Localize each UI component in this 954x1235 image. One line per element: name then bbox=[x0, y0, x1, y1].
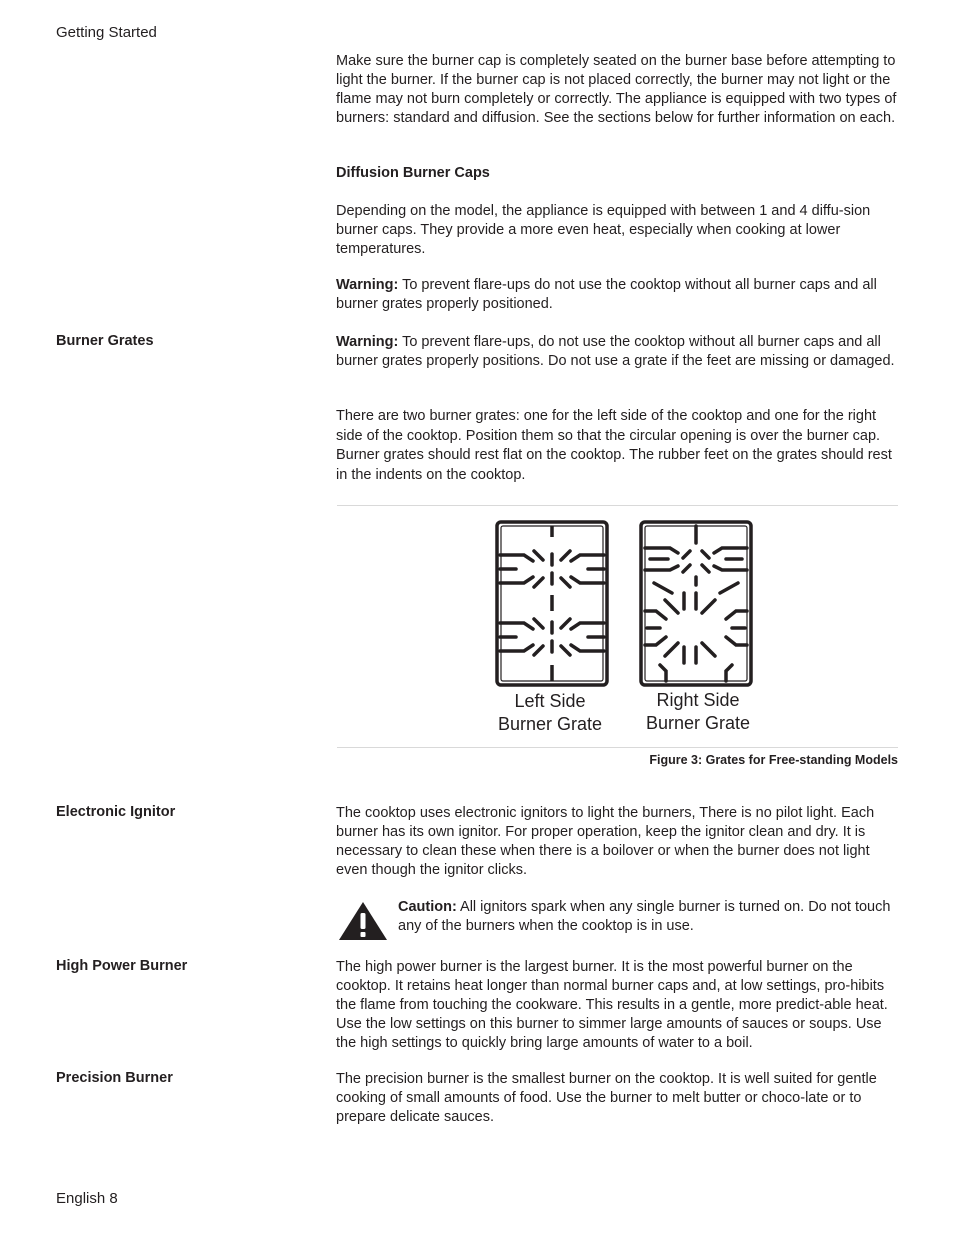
figure-bottom-rule bbox=[337, 747, 898, 748]
right-grate-label bbox=[626, 689, 770, 735]
warning-label: Warning: bbox=[336, 277, 399, 293]
diffusion-heading: Diffusion Burner Caps bbox=[336, 165, 490, 181]
diffusion-paragraph: Depending on the model, the appliance is equipped with between 1 and 4 diffu-sion burner caps. They provide a more even heat, especially when cooking at lower temperatures. bbox=[336, 203, 871, 257]
ignitor-body bbox=[336, 804, 900, 880]
page-footer: English 8 bbox=[56, 1190, 118, 1207]
grates-warning-paragraph bbox=[336, 333, 900, 371]
high-power-body bbox=[336, 958, 900, 1053]
warning-text: To prevent flare-ups, do not use the cooktop without all burner caps and all burner grates properly positions. Do not use a grate if the feet are missing or damaged. bbox=[336, 334, 895, 369]
high-power-paragraph: The high power burner is the largest burner. It is the most powerful burner on the cooktop. It retains heat longer than normal burner caps and, at low settings, pro-hibits the flame from touching the cookware. This results in a gentle, more predict-able heat. Use the low settings on this burner to simmer large amounts of sauces or soups. Use the high settings to quickly bring large amounts of water to a boil. bbox=[336, 959, 888, 1051]
page-header: Getting Started bbox=[56, 24, 157, 41]
warning-text: To prevent flare-ups do not use the cooktop without all burner caps and all burner grates properly positioned. bbox=[336, 277, 877, 312]
caution-note bbox=[398, 898, 898, 936]
right-grate-drawing bbox=[641, 522, 751, 685]
warning-triangle-icon bbox=[338, 901, 388, 941]
diffusion-warning bbox=[336, 276, 900, 314]
caution-label: Caution: bbox=[398, 899, 457, 915]
grates-paragraph: There are two burner grates: one for the left side of the cooktop and one for the right side of the cooktop. Position them so that the circular opening is over the burner cap. Burner grates should rest flat on the cooktop. The rubber feet on the grates should rest in the indents on the cooktop. bbox=[336, 408, 892, 483]
left-grate-drawing bbox=[497, 522, 607, 685]
precision-body bbox=[336, 1070, 900, 1127]
ignitor-paragraph: The cooktop uses electronic ignitors to light the burners, There is no pilot light. Each burner has its own ignitor. For proper operation, keep the ignitor clean and dry. It is necessary to clean these when there is a boilover or when the burner does not light even though the ignitor clicks. bbox=[336, 805, 875, 878]
burner-grates-heading: Burner Grates bbox=[56, 333, 154, 349]
precision-burner-heading: Precision Burner bbox=[56, 1070, 173, 1086]
grates-warning bbox=[336, 333, 900, 371]
electronic-ignitor-heading: Electronic Ignitor bbox=[56, 804, 176, 820]
caution-text: All ignitors spark when any single burner is turned on. Do not touch any of the burners when the cooktop is in use. bbox=[398, 899, 891, 934]
precision-paragraph: The precision burner is the smallest burner on the cooktop. It is well suited for gentle cooking of small amounts of food. Use the burner to melt butter or choco-late or to prepare delicate sauces. bbox=[336, 1071, 877, 1125]
high-power-burner-heading: High Power Burner bbox=[56, 958, 188, 974]
right-grate-label-line2: Burner Grate bbox=[645, 713, 751, 733]
intro-section bbox=[336, 52, 900, 128]
figure-caption: Figure 3: Grates for Free-standing Models bbox=[649, 753, 898, 767]
warning-label: Warning: bbox=[336, 334, 399, 350]
left-grate-label-line2: Burner Grate bbox=[497, 714, 603, 734]
left-grate-label-line1: Left Side bbox=[514, 691, 586, 711]
diffusion-warning-paragraph bbox=[336, 276, 900, 314]
diffusion-section bbox=[336, 164, 900, 183]
intro-paragraph: Make sure the burner cap is completely seated on the burner base before attempting to light the burner. If the burner cap is not placed correctly, the burner may not light or the flame may not burn completely or correctly. The appliance is equipped with two types of burners: standard and diffusion. See the sections below for further information on each. bbox=[336, 53, 897, 126]
figure-top-rule bbox=[337, 505, 898, 506]
left-grate-label bbox=[478, 690, 622, 736]
grates-body bbox=[336, 407, 900, 485]
diffusion-body bbox=[336, 202, 900, 259]
right-grate-label-line1: Right Side bbox=[656, 690, 740, 710]
